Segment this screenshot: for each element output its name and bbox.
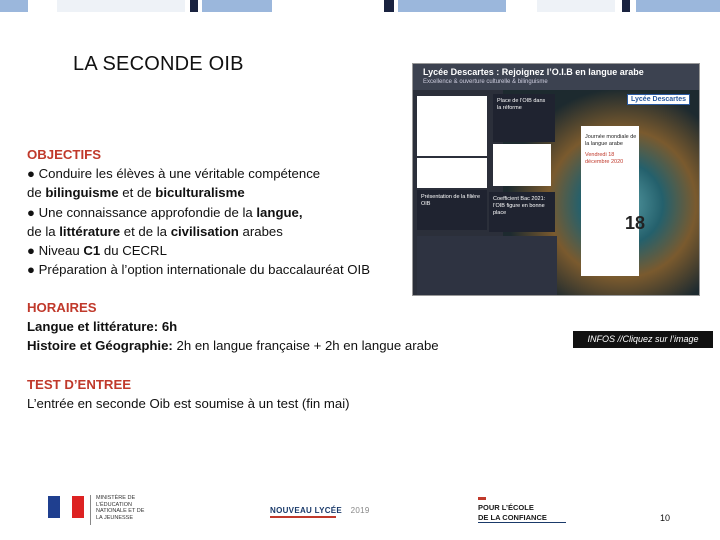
- ecole-mark-icon: [478, 497, 486, 500]
- screenshot-card-dark: [417, 236, 557, 296]
- topbar-segment: [537, 0, 615, 12]
- test-heading: TEST D’ENTREE: [27, 377, 132, 392]
- objectif-line-4: [27, 222, 370, 241]
- ministry-logo: [44, 493, 154, 527]
- screenshot-card-text: Journée mondiale de la langue arabe: [585, 134, 637, 147]
- screenshot-card-dark: [417, 190, 487, 230]
- screenshot-card: [417, 96, 487, 156]
- marianne-flag-icon: [48, 496, 84, 518]
- objectif-text-bold: civilisation: [170, 223, 239, 239]
- horaires-text-bold: Histoire et Géographie:: [27, 338, 173, 354]
- objectif-text: ● Niveau: [27, 243, 84, 259]
- topbar-segment: [636, 0, 720, 12]
- top-decorative-bar: [0, 0, 720, 14]
- topbar-segment: [202, 0, 272, 12]
- objectif-text-bold: C1: [83, 243, 101, 259]
- objectif-line-5: [27, 241, 370, 260]
- screenshot-header: [413, 64, 699, 90]
- screenshot-card: [581, 126, 639, 276]
- screenshot-big-number: 18: [625, 213, 646, 233]
- objectif-text: ● Une connaissance approfondie de la: [27, 204, 257, 220]
- objectifs-section: [27, 145, 370, 279]
- test-line-1: L’entrée en seconde Oib est soumise à un test (fin mai): [27, 396, 350, 412]
- ecole-line-1: POUR L’ÉCOLE: [478, 503, 534, 512]
- horaires-line-1: Langue et littérature: 6h: [27, 319, 178, 335]
- ministry-name: MINISTÈRE DE L’ÉDUCATION NATIONALE ET DE LA JEUNESSE: [96, 495, 145, 521]
- objectif-line-6: [27, 260, 370, 279]
- horaires-line-2: [27, 336, 439, 355]
- screenshot-card-dark: [493, 94, 555, 142]
- objectif-text: et de: [118, 185, 156, 201]
- screenshot-header-title: Lycée Descartes : Rejoignez l’O.I.B en langue arabe: [423, 67, 644, 77]
- horaires-text: 2h en langue française + 2h en langue arabe: [172, 338, 439, 354]
- objectif-line-2: [27, 183, 370, 202]
- test-section: [27, 375, 350, 413]
- topbar-segment: [384, 0, 394, 12]
- divider: [90, 495, 91, 525]
- divider: [270, 516, 336, 518]
- screenshot-card-text: Coefficient Bac 2021: l’OIB figure en bonne place: [493, 196, 546, 216]
- objectif-line-1: [27, 164, 370, 183]
- topbar-segment: [622, 0, 630, 12]
- nouveau-lycee-year: 2019: [350, 506, 370, 515]
- infos-link-label[interactable]: INFOS //Cliquez sur l’image: [573, 331, 713, 348]
- objectif-text: et de la: [120, 223, 171, 239]
- objectif-text: arabes: [238, 223, 283, 239]
- horaires-section: [27, 298, 439, 356]
- screenshot-card-text: Vendredi 18 décembre 2020: [585, 152, 624, 165]
- screenshot-card-dark: [489, 192, 555, 232]
- screenshot-card: [493, 144, 551, 186]
- screenshot-card: [417, 158, 487, 188]
- page-title: LA SECONDE OIB: [73, 53, 244, 75]
- screenshot-header-subtitle: Excellence & ouverture culturelle & bilinguisme: [423, 79, 548, 85]
- nouveau-lycee-logo: [270, 506, 370, 515]
- topbar-segment: [190, 0, 198, 12]
- lycee-logo-badge: Lycée Descartes: [627, 94, 690, 105]
- topbar-segment: [57, 0, 185, 12]
- divider: [478, 522, 566, 523]
- topbar-segment: [0, 0, 28, 12]
- objectif-text-bold: biculturalisme: [155, 185, 245, 201]
- objectif-text-bold: bilinguisme: [45, 185, 119, 201]
- objectif-text: du CECRL: [100, 243, 167, 259]
- page-number: 10: [660, 513, 671, 523]
- objectifs-heading: OBJECTIFS: [27, 147, 102, 162]
- screenshot-card-text: Présentation de la filière OIB: [421, 194, 481, 207]
- objectif-line-3: [27, 203, 370, 222]
- ecole-line-2: DE LA CONFIANCE: [478, 513, 547, 522]
- objectif-text: ● Préparation à l’option internationale du baccalauréat OIB: [27, 262, 370, 278]
- objectif-text: ● Conduire les élèves à une véritable compétence: [27, 166, 321, 182]
- objectif-text: de la: [27, 223, 60, 239]
- website-screenshot-image[interactable]: [412, 63, 700, 296]
- nouveau-lycee-text: NOUVEAU LYCÉE: [270, 506, 343, 515]
- objectif-text-bold: langue,: [256, 204, 303, 220]
- topbar-segment: [398, 0, 506, 12]
- objectif-text-bold: littérature: [59, 223, 121, 239]
- ecole-confiance-logo: [478, 503, 547, 523]
- screenshot-card-text: Place de l’OIB dans la réforme: [497, 98, 546, 111]
- horaires-heading: HORAIRES: [27, 300, 97, 315]
- objectif-text: de: [27, 185, 46, 201]
